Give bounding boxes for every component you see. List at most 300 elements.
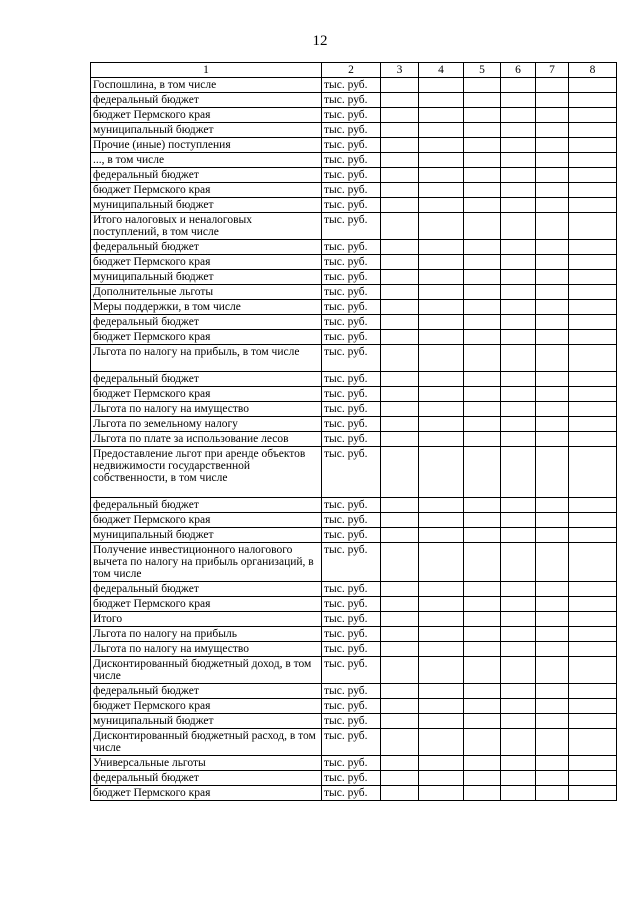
row-label: бюджет Пермского края [91,513,322,528]
header-row [91,63,617,78]
empty-cell-col-3 [381,513,419,528]
empty-cell-col-8 [569,123,617,138]
empty-cell-col-6 [501,270,536,285]
table-row [91,168,617,183]
row-unit: тыс. руб. [322,657,381,684]
empty-cell-col-6 [501,612,536,627]
empty-cell-col-4 [419,123,464,138]
empty-cell-col-6 [501,123,536,138]
empty-cell-col-7 [536,153,569,168]
empty-cell-col-4 [419,684,464,699]
row-unit: тыс. руб. [322,183,381,198]
row-label: федеральный бюджет [91,582,322,597]
empty-cell-col-8 [569,387,617,402]
empty-cell-col-3 [381,528,419,543]
empty-cell-col-6 [501,729,536,756]
empty-cell-col-8 [569,657,617,684]
row-unit: тыс. руб. [322,597,381,612]
empty-cell-col-5 [464,153,501,168]
empty-cell-col-3 [381,330,419,345]
empty-cell-col-8 [569,402,617,417]
empty-cell-col-8 [569,513,617,528]
row-label: федеральный бюджет [91,315,322,330]
table-row [91,432,617,447]
row-label: Меры поддержки, в том числе [91,300,322,315]
empty-cell-col-7 [536,345,569,372]
empty-cell-col-3 [381,417,419,432]
table-row [91,498,617,513]
empty-cell-col-6 [501,771,536,786]
row-unit: тыс. руб. [322,372,381,387]
empty-cell-col-8 [569,432,617,447]
row-unit: тыс. руб. [322,315,381,330]
row-label: федеральный бюджет [91,771,322,786]
row-label: Льгота по налогу на имущество [91,402,322,417]
row-unit: тыс. руб. [322,255,381,270]
row-unit: тыс. руб. [322,387,381,402]
row-label: Льгота по плате за использование лесов [91,432,322,447]
table-row [91,582,617,597]
empty-cell-col-5 [464,345,501,372]
empty-cell-col-7 [536,756,569,771]
empty-cell-col-7 [536,699,569,714]
empty-cell-col-5 [464,330,501,345]
row-label: Госпошлина, в том числе [91,78,322,93]
empty-cell-col-7 [536,93,569,108]
empty-cell-col-7 [536,642,569,657]
column-header-4: 4 [419,63,464,78]
empty-cell-col-7 [536,771,569,786]
empty-cell-col-5 [464,699,501,714]
empty-cell-col-3 [381,657,419,684]
table-row [91,78,617,93]
page-number: 12 [312,33,328,49]
empty-cell-col-7 [536,387,569,402]
row-label: бюджет Пермского края [91,786,322,801]
empty-cell-col-3 [381,285,419,300]
row-label: Прочие (иные) поступления [91,138,322,153]
empty-cell-col-4 [419,372,464,387]
empty-cell-col-7 [536,183,569,198]
table-row [91,240,617,255]
empty-cell-col-4 [419,597,464,612]
empty-cell-col-6 [501,432,536,447]
empty-cell-col-3 [381,183,419,198]
empty-cell-col-5 [464,498,501,513]
empty-cell-col-4 [419,270,464,285]
empty-cell-col-8 [569,627,617,642]
empty-cell-col-4 [419,300,464,315]
empty-cell-col-5 [464,657,501,684]
table-row [91,93,617,108]
empty-cell-col-8 [569,315,617,330]
empty-cell-col-4 [419,213,464,240]
empty-cell-col-4 [419,513,464,528]
table-row [91,528,617,543]
row-label: федеральный бюджет [91,372,322,387]
empty-cell-col-7 [536,315,569,330]
empty-cell-col-6 [501,786,536,801]
row-unit: тыс. руб. [322,642,381,657]
row-unit: тыс. руб. [322,300,381,315]
table-row [91,417,617,432]
row-unit: тыс. руб. [322,714,381,729]
table-row [91,771,617,786]
row-unit: тыс. руб. [322,582,381,597]
empty-cell-col-4 [419,168,464,183]
empty-cell-col-8 [569,756,617,771]
empty-cell-col-6 [501,300,536,315]
empty-cell-col-4 [419,402,464,417]
empty-cell-col-4 [419,756,464,771]
empty-cell-col-6 [501,213,536,240]
data-table [90,62,617,801]
empty-cell-col-7 [536,528,569,543]
empty-cell-col-8 [569,372,617,387]
empty-cell-col-3 [381,771,419,786]
empty-cell-col-6 [501,387,536,402]
row-label: Дополнительные льготы [91,285,322,300]
table-row [91,786,617,801]
row-label: федеральный бюджет [91,498,322,513]
empty-cell-col-5 [464,402,501,417]
row-unit: тыс. руб. [322,108,381,123]
row-unit: тыс. руб. [322,498,381,513]
row-unit: тыс. руб. [322,786,381,801]
empty-cell-col-3 [381,432,419,447]
empty-cell-col-5 [464,285,501,300]
empty-cell-col-4 [419,543,464,582]
empty-cell-col-7 [536,627,569,642]
empty-cell-col-4 [419,315,464,330]
empty-cell-col-8 [569,543,617,582]
empty-cell-col-3 [381,108,419,123]
empty-cell-col-8 [569,729,617,756]
empty-cell-col-6 [501,198,536,213]
empty-cell-col-4 [419,285,464,300]
empty-cell-col-6 [501,402,536,417]
empty-cell-col-3 [381,627,419,642]
row-label: бюджет Пермского края [91,255,322,270]
table-row [91,597,617,612]
empty-cell-col-3 [381,714,419,729]
empty-cell-col-8 [569,714,617,729]
empty-cell-col-7 [536,498,569,513]
table-row [91,300,617,315]
empty-cell-col-7 [536,729,569,756]
row-label: бюджет Пермского края [91,183,322,198]
empty-cell-col-3 [381,138,419,153]
empty-cell-col-3 [381,642,419,657]
empty-cell-col-7 [536,597,569,612]
empty-cell-col-6 [501,78,536,93]
empty-cell-col-5 [464,432,501,447]
row-unit: тыс. руб. [322,528,381,543]
empty-cell-col-3 [381,315,419,330]
empty-cell-col-3 [381,582,419,597]
table-row [91,714,617,729]
empty-cell-col-4 [419,138,464,153]
row-label: бюджет Пермского края [91,699,322,714]
empty-cell-col-7 [536,582,569,597]
empty-cell-col-5 [464,93,501,108]
empty-cell-col-3 [381,240,419,255]
empty-cell-col-7 [536,108,569,123]
empty-cell-col-5 [464,123,501,138]
empty-cell-col-4 [419,240,464,255]
empty-cell-col-4 [419,432,464,447]
row-label: бюджет Пермского края [91,597,322,612]
empty-cell-col-6 [501,315,536,330]
empty-cell-col-4 [419,183,464,198]
empty-cell-col-4 [419,417,464,432]
empty-cell-col-7 [536,198,569,213]
empty-cell-col-8 [569,270,617,285]
empty-cell-col-8 [569,330,617,345]
row-unit: тыс. руб. [322,756,381,771]
empty-cell-col-6 [501,684,536,699]
empty-cell-col-4 [419,93,464,108]
row-unit: тыс. руб. [322,270,381,285]
empty-cell-col-6 [501,657,536,684]
column-header-1: 1 [91,63,322,78]
empty-cell-col-8 [569,684,617,699]
empty-cell-col-7 [536,240,569,255]
empty-cell-col-3 [381,699,419,714]
row-unit: тыс. руб. [322,543,381,582]
empty-cell-col-6 [501,582,536,597]
row-unit: тыс. руб. [322,78,381,93]
empty-cell-col-7 [536,684,569,699]
table-row [91,402,617,417]
empty-cell-col-3 [381,543,419,582]
empty-cell-col-3 [381,372,419,387]
row-unit: тыс. руб. [322,213,381,240]
empty-cell-col-5 [464,183,501,198]
empty-cell-col-6 [501,255,536,270]
table-row [91,612,617,627]
empty-cell-col-7 [536,123,569,138]
empty-cell-col-8 [569,612,617,627]
empty-cell-col-3 [381,387,419,402]
row-label: Получение инвестиционного налогового вычета по налогу на прибыль организаций, в том числе [91,543,322,582]
empty-cell-col-4 [419,78,464,93]
empty-cell-col-3 [381,447,419,498]
column-header-6: 6 [501,63,536,78]
empty-cell-col-4 [419,330,464,345]
empty-cell-col-5 [464,240,501,255]
empty-cell-col-3 [381,498,419,513]
empty-cell-col-7 [536,330,569,345]
table-body [91,78,617,801]
empty-cell-col-8 [569,93,617,108]
empty-cell-col-5 [464,612,501,627]
empty-cell-col-5 [464,597,501,612]
empty-cell-col-6 [501,597,536,612]
empty-cell-col-8 [569,108,617,123]
empty-cell-col-8 [569,300,617,315]
empty-cell-col-6 [501,240,536,255]
row-unit: тыс. руб. [322,330,381,345]
table-row [91,513,617,528]
row-label: бюджет Пермского края [91,387,322,402]
empty-cell-col-6 [501,345,536,372]
row-unit: тыс. руб. [322,138,381,153]
empty-cell-col-3 [381,123,419,138]
row-label: бюджет Пермского края [91,330,322,345]
table-row [91,330,617,345]
empty-cell-col-5 [464,528,501,543]
row-unit: тыс. руб. [322,447,381,498]
empty-cell-col-6 [501,714,536,729]
empty-cell-col-3 [381,786,419,801]
column-header-8: 8 [569,63,617,78]
empty-cell-col-5 [464,543,501,582]
empty-cell-col-6 [501,93,536,108]
row-label: федеральный бюджет [91,684,322,699]
row-label: Итого [91,612,322,627]
column-header-3: 3 [381,63,419,78]
empty-cell-col-4 [419,108,464,123]
empty-cell-col-5 [464,255,501,270]
row-unit: тыс. руб. [322,153,381,168]
empty-cell-col-4 [419,582,464,597]
row-label: Дисконтированный бюджетный расход, в том числе [91,729,322,756]
table-row [91,657,617,684]
empty-cell-col-6 [501,543,536,582]
empty-cell-col-8 [569,345,617,372]
empty-cell-col-7 [536,612,569,627]
row-unit: тыс. руб. [322,684,381,699]
empty-cell-col-8 [569,417,617,432]
empty-cell-col-7 [536,285,569,300]
empty-cell-col-5 [464,786,501,801]
empty-cell-col-3 [381,153,419,168]
empty-cell-col-8 [569,255,617,270]
empty-cell-col-7 [536,270,569,285]
empty-cell-col-5 [464,387,501,402]
empty-cell-col-8 [569,138,617,153]
empty-cell-col-6 [501,417,536,432]
empty-cell-col-4 [419,255,464,270]
table-row [91,198,617,213]
empty-cell-col-5 [464,138,501,153]
row-unit: тыс. руб. [322,402,381,417]
row-label: Льгота по налогу на прибыль [91,627,322,642]
empty-cell-col-8 [569,447,617,498]
row-label: Предоставление льгот при аренде объектов недвижимости государственной собственности, в том числе [91,447,322,498]
empty-cell-col-6 [501,330,536,345]
empty-cell-col-5 [464,582,501,597]
empty-cell-col-7 [536,786,569,801]
empty-cell-col-3 [381,597,419,612]
empty-cell-col-5 [464,714,501,729]
empty-cell-col-6 [501,627,536,642]
table-row [91,183,617,198]
empty-cell-col-3 [381,213,419,240]
row-label: Льгота по налогу на прибыль, в том числе [91,345,322,372]
empty-cell-col-3 [381,168,419,183]
empty-cell-col-8 [569,528,617,543]
empty-cell-col-7 [536,447,569,498]
empty-cell-col-3 [381,93,419,108]
table-row [91,372,617,387]
empty-cell-col-7 [536,417,569,432]
row-unit: тыс. руб. [322,612,381,627]
table-row [91,627,617,642]
empty-cell-col-7 [536,255,569,270]
empty-cell-col-4 [419,153,464,168]
empty-cell-col-7 [536,513,569,528]
empty-cell-col-5 [464,300,501,315]
table-row [91,123,617,138]
empty-cell-col-5 [464,372,501,387]
empty-cell-col-3 [381,255,419,270]
empty-cell-col-6 [501,498,536,513]
empty-cell-col-4 [419,699,464,714]
empty-cell-col-6 [501,183,536,198]
row-label: Универсальные льготы [91,756,322,771]
empty-cell-col-3 [381,612,419,627]
empty-cell-col-6 [501,138,536,153]
row-label: федеральный бюджет [91,93,322,108]
empty-cell-col-8 [569,771,617,786]
empty-cell-col-5 [464,198,501,213]
empty-cell-col-6 [501,699,536,714]
empty-cell-col-4 [419,771,464,786]
empty-cell-col-3 [381,345,419,372]
row-label: ..., в том числе [91,153,322,168]
empty-cell-col-3 [381,729,419,756]
empty-cell-col-8 [569,240,617,255]
empty-cell-col-5 [464,513,501,528]
row-unit: тыс. руб. [322,627,381,642]
empty-cell-col-8 [569,78,617,93]
empty-cell-col-8 [569,642,617,657]
row-label: Итого налоговых и неналоговых поступлений, в том числе [91,213,322,240]
empty-cell-col-5 [464,78,501,93]
empty-cell-col-4 [419,642,464,657]
empty-cell-col-5 [464,270,501,285]
empty-cell-col-5 [464,627,501,642]
empty-cell-col-7 [536,78,569,93]
empty-cell-col-6 [501,528,536,543]
row-label: федеральный бюджет [91,168,322,183]
row-unit: тыс. руб. [322,168,381,183]
table-row [91,345,617,372]
empty-cell-col-7 [536,300,569,315]
table-row [91,285,617,300]
row-label: Дисконтированный бюджетный доход, в том числе [91,657,322,684]
empty-cell-col-8 [569,183,617,198]
empty-cell-col-8 [569,198,617,213]
empty-cell-col-5 [464,684,501,699]
empty-cell-col-7 [536,168,569,183]
empty-cell-col-8 [569,213,617,240]
empty-cell-col-6 [501,108,536,123]
empty-cell-col-8 [569,786,617,801]
empty-cell-col-4 [419,198,464,213]
empty-cell-col-4 [419,627,464,642]
empty-cell-col-4 [419,612,464,627]
empty-cell-col-4 [419,345,464,372]
empty-cell-col-8 [569,582,617,597]
empty-cell-col-6 [501,756,536,771]
table-row [91,213,617,240]
empty-cell-col-3 [381,270,419,285]
empty-cell-col-6 [501,168,536,183]
empty-cell-col-5 [464,771,501,786]
